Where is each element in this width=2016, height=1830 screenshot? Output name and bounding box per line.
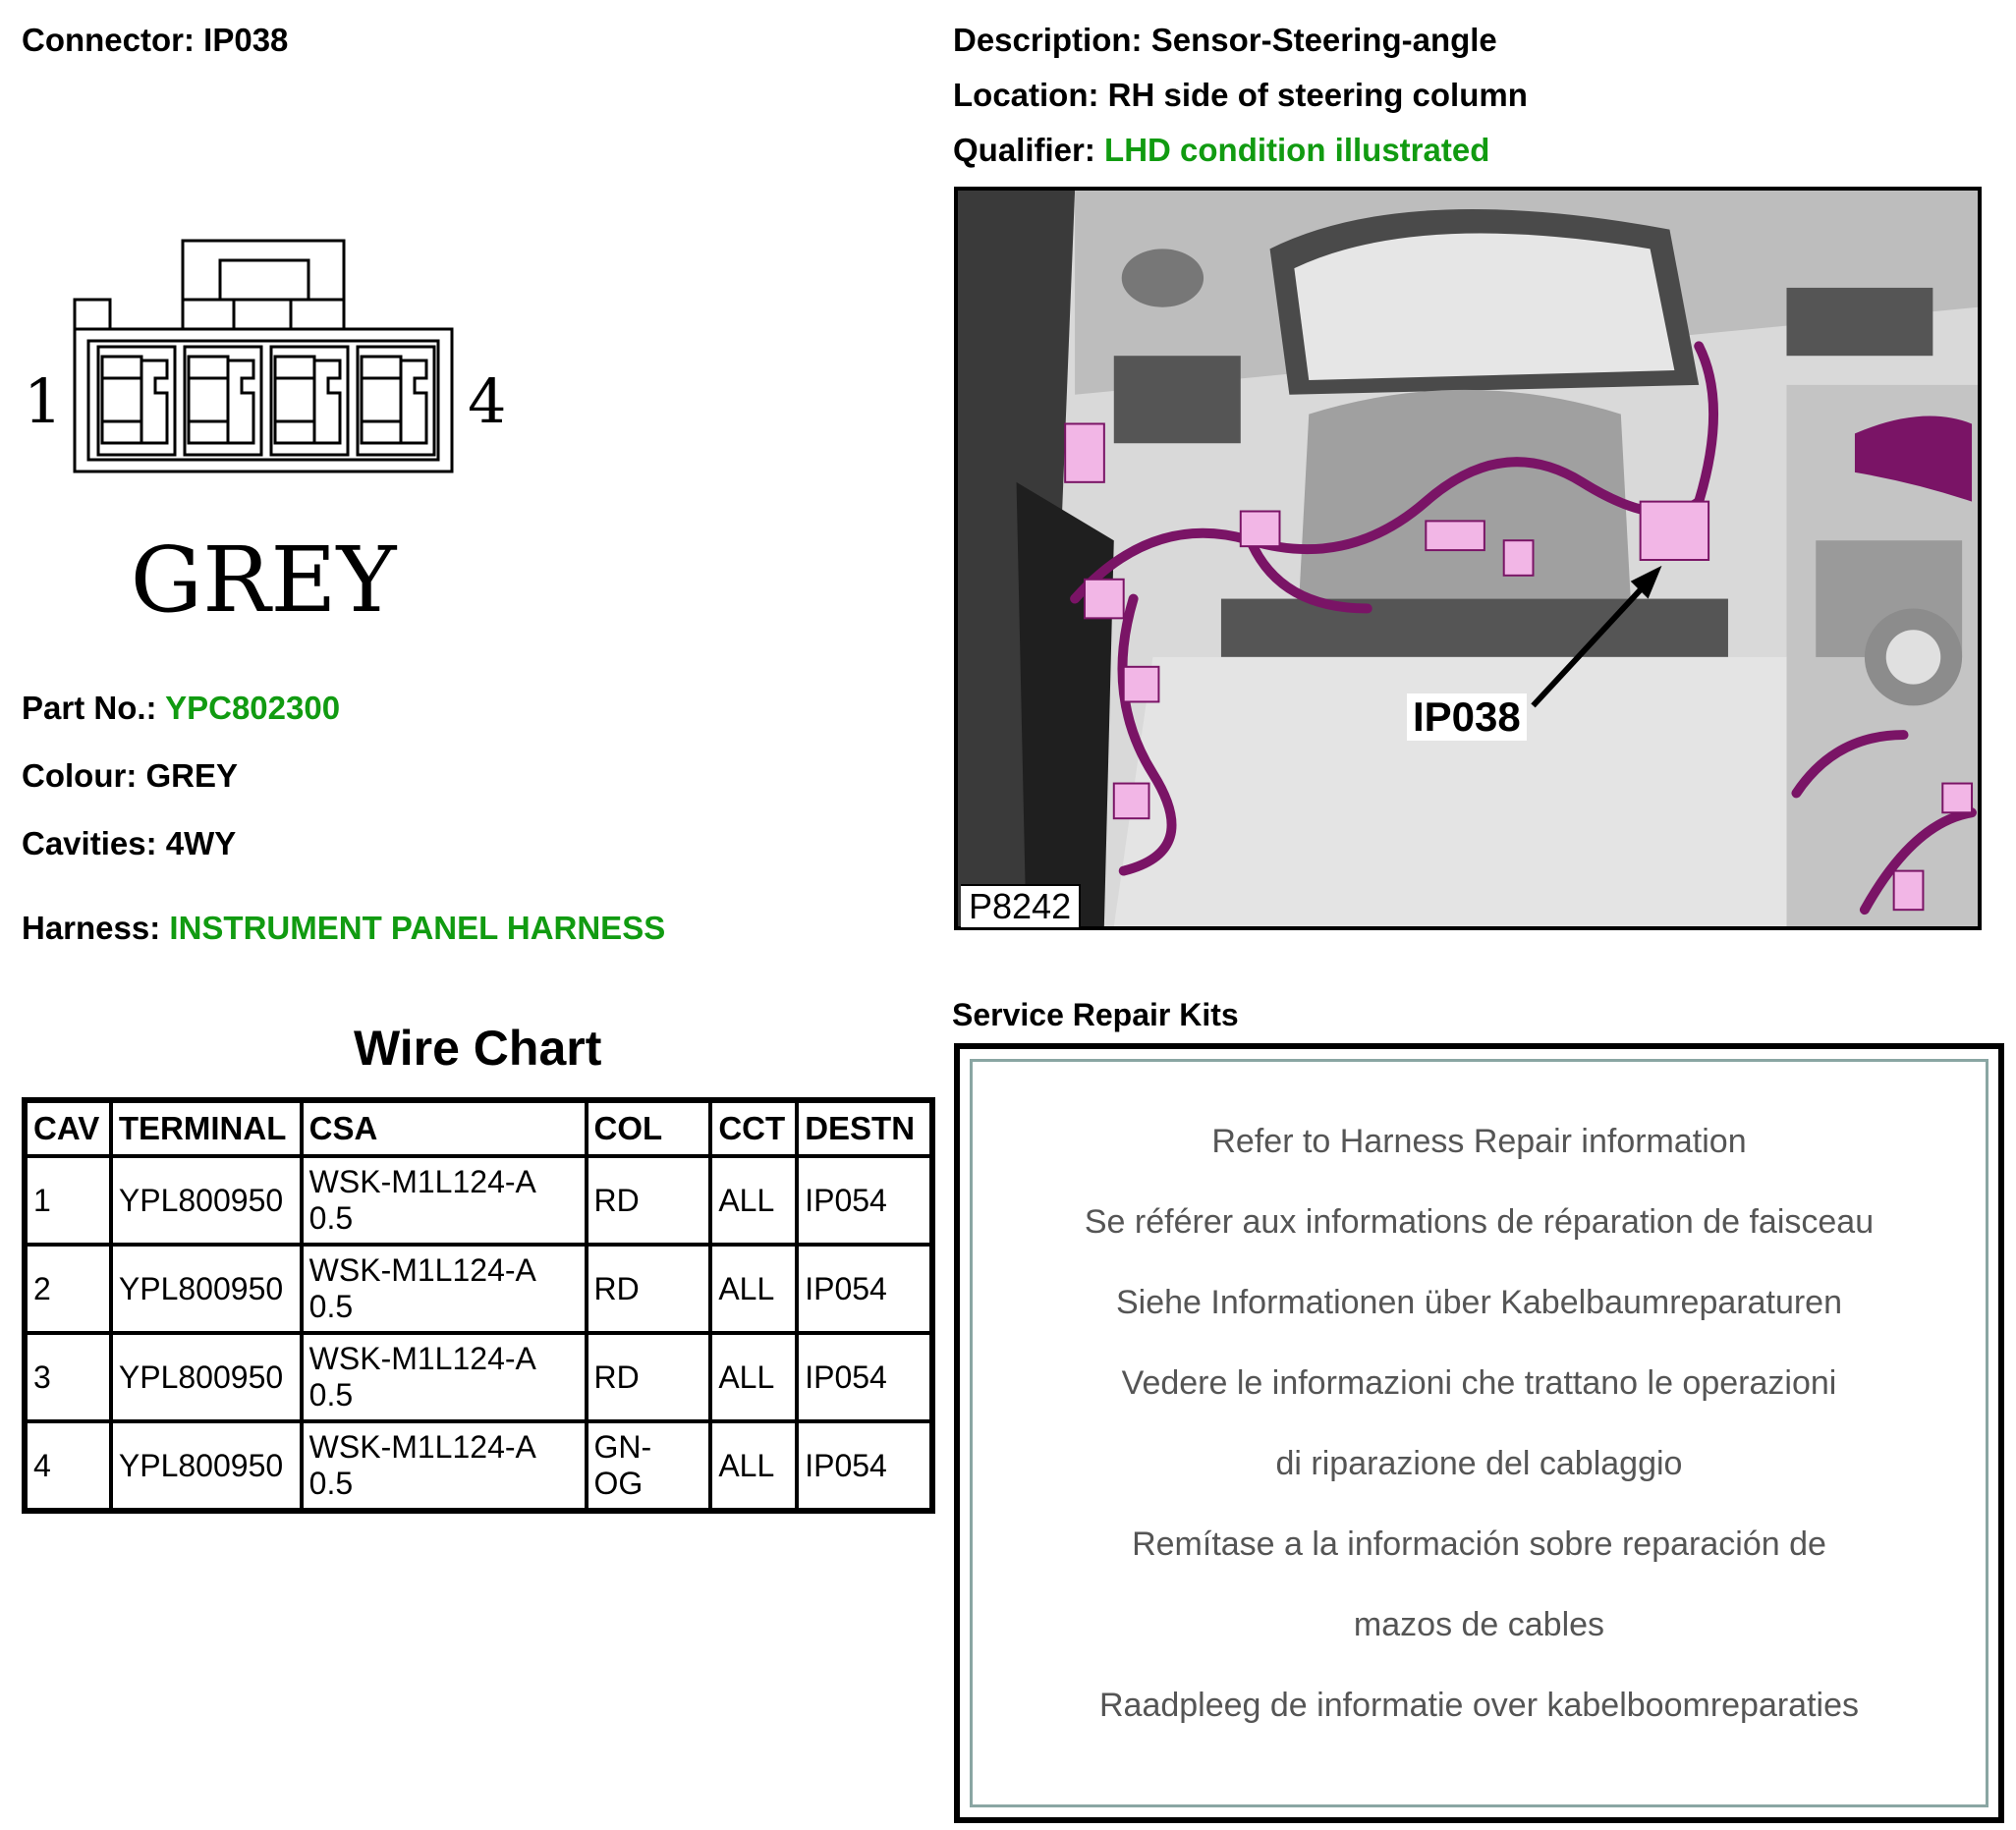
- location-line: [953, 77, 1528, 114]
- cell-cct: ALL: [710, 1156, 797, 1245]
- colour-label: Colour:: [22, 757, 138, 794]
- cell-cav: 2: [25, 1245, 111, 1333]
- harness-line: [22, 910, 665, 947]
- pin-label-first: 1: [24, 365, 63, 437]
- cavity-3: [271, 347, 348, 455]
- location-image: [954, 187, 1982, 930]
- connector-value: IP038: [203, 22, 289, 58]
- qualifier-value: LHD condition illustrated: [1104, 132, 1490, 168]
- cell-terminal: YPL800950: [111, 1333, 302, 1421]
- kit-line-es-2: mazos de cables: [1353, 1606, 1605, 1643]
- connector-colour-text: GREY: [130, 527, 397, 633]
- dashboard-illustration: [958, 191, 1978, 926]
- cavity-2: [185, 347, 261, 455]
- header-csa: CSA: [302, 1100, 587, 1156]
- cell-csa: WSK-M1L124-A 0.5: [302, 1333, 587, 1421]
- qualifier-label: Qualifier:: [953, 132, 1095, 168]
- connector-face-diagram: [20, 231, 531, 643]
- part-no-line: [22, 690, 340, 727]
- header-terminal: TERMINAL: [111, 1100, 302, 1156]
- service-repair-kits-box: [954, 1043, 2004, 1823]
- header-cav: CAV: [25, 1100, 111, 1156]
- cavities-line: [22, 825, 236, 862]
- picture-id-label: P8242: [961, 884, 1081, 927]
- description-value: Sensor-Steering-angle: [1150, 22, 1497, 58]
- cell-terminal: YPL800950: [111, 1421, 302, 1511]
- cavity-4: [358, 347, 434, 455]
- cell-csa: WSK-M1L124-A 0.5: [302, 1421, 587, 1511]
- cell-cav: 4: [25, 1421, 111, 1511]
- location-callout-label: IP038: [1407, 693, 1527, 741]
- cell-terminal: YPL800950: [111, 1245, 302, 1333]
- cell-col: RD: [587, 1245, 711, 1333]
- cell-destn: IP054: [797, 1421, 932, 1511]
- colour-line: [22, 757, 238, 795]
- cell-cct: ALL: [710, 1245, 797, 1333]
- ip038-connector: [1641, 502, 1708, 560]
- table-row: [25, 1156, 932, 1245]
- kit-line-nl: Raadpleeg de informatie over kabelboomreparaties: [1098, 1687, 1860, 1724]
- pin-label-last: 4: [468, 365, 507, 437]
- cell-terminal: YPL800950: [111, 1156, 302, 1245]
- cell-cav: 1: [25, 1156, 111, 1245]
- location-label: Location:: [953, 77, 1099, 113]
- cell-col: RD: [587, 1333, 711, 1421]
- service-repair-kits-title: Service Repair Kits: [952, 997, 1239, 1032]
- header-col: COL: [587, 1100, 711, 1156]
- cell-cct: ALL: [710, 1333, 797, 1421]
- service-repair-kits-inner-frame: [970, 1059, 1988, 1807]
- connector-latch: [183, 241, 344, 329]
- connector-label: Connector:: [22, 22, 195, 58]
- cavity-1: [98, 347, 175, 455]
- kit-line-es-1: Remítase a la información sobre reparación de: [1132, 1525, 1826, 1563]
- kit-line-de: Siehe Informationen über Kabelbaumreparaturen: [1115, 1284, 1843, 1321]
- qualifier-line: [953, 132, 1489, 169]
- cell-destn: IP054: [797, 1245, 932, 1333]
- table-row: [25, 1245, 932, 1333]
- header-cct: CCT: [710, 1100, 797, 1156]
- cell-csa: WSK-M1L124-A 0.5: [302, 1156, 587, 1245]
- cell-destn: IP054: [797, 1156, 932, 1245]
- harness-label: Harness:: [22, 910, 161, 946]
- wire-chart-title: Wire Chart: [354, 1021, 602, 1076]
- header-destn: DESTN: [797, 1100, 932, 1156]
- part-no-label: Part No.:: [22, 690, 157, 726]
- colour-value: GREY: [145, 757, 239, 794]
- connector-body: [75, 329, 452, 471]
- wire-chart-table: [22, 1097, 935, 1514]
- cell-cav: 3: [25, 1333, 111, 1421]
- cavities-value: 4WY: [165, 825, 237, 861]
- table-row: [25, 1333, 932, 1421]
- part-no-value: YPC802300: [165, 690, 341, 726]
- cell-col: RD: [587, 1156, 711, 1245]
- cell-csa: WSK-M1L124-A 0.5: [302, 1245, 587, 1333]
- connector-key-tab: [75, 300, 110, 329]
- cavities-label: Cavities:: [22, 825, 157, 861]
- harness-value: INSTRUMENT PANEL HARNESS: [169, 910, 666, 946]
- wire-chart-header-row: [25, 1100, 932, 1156]
- cell-destn: IP054: [797, 1333, 932, 1421]
- cell-cct: ALL: [710, 1421, 797, 1511]
- kit-line-en: Refer to Harness Repair information: [1211, 1123, 1747, 1160]
- description-line: [953, 22, 1497, 59]
- kit-line-it-1: Vedere le informazioni che trattano le operazioni: [1121, 1364, 1837, 1402]
- table-row: [25, 1421, 932, 1511]
- connector-heading: [22, 22, 288, 59]
- location-value: RH side of steering column: [1107, 77, 1528, 113]
- kit-line-fr: Se référer aux informations de réparation de faisceau: [1084, 1203, 1875, 1241]
- kit-line-it-2: di riparazione del cablaggio: [1275, 1445, 1683, 1482]
- description-label: Description:: [953, 22, 1143, 58]
- cell-col: GN- OG: [587, 1421, 711, 1511]
